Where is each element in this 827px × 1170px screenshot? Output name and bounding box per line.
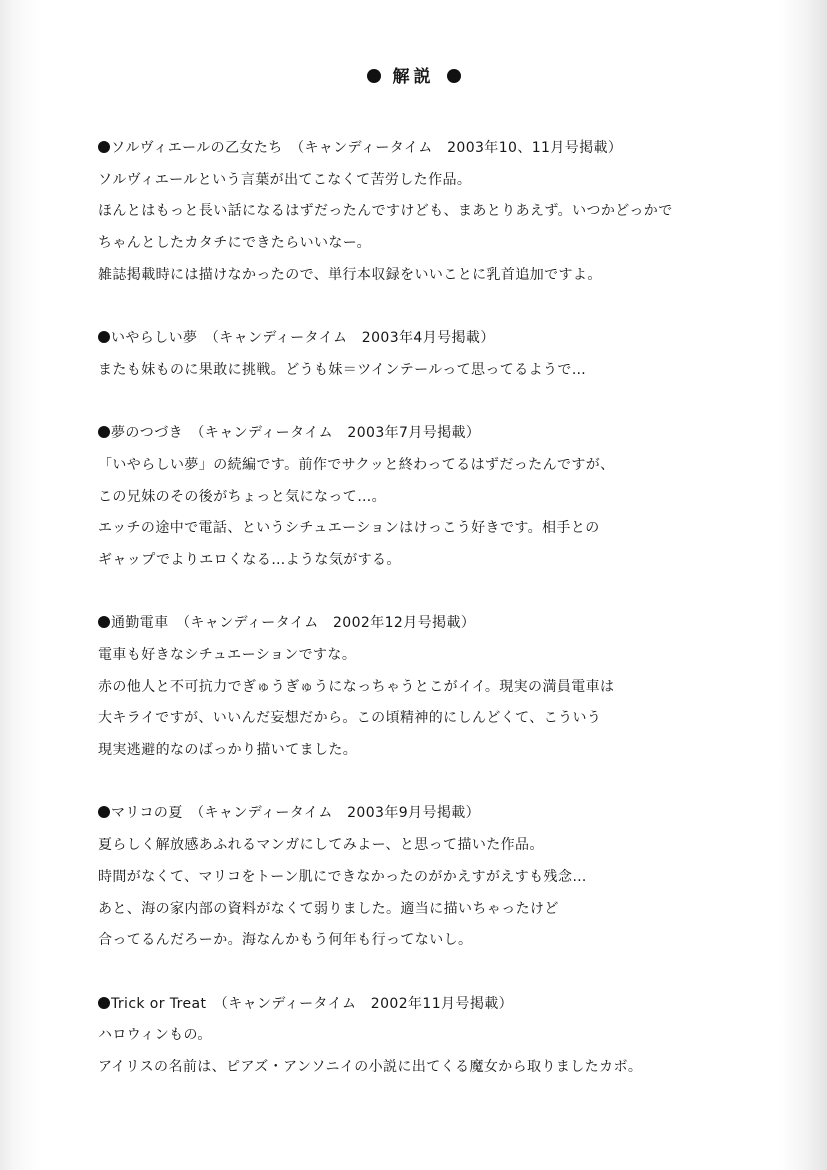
paragraph-line: 赤の他人と不可抗力でぎゅうぎゅうになっちゃうとこがイイ。現実の満員電車は	[98, 678, 615, 695]
section-spacer	[98, 291, 798, 323]
section-heading-text: 夢のつづき （キャンディータイム 2003年7月号掲載）	[111, 425, 481, 442]
section-heading	[98, 323, 798, 355]
section-heading	[98, 133, 798, 165]
paragraph-line: この兄妹のその後がちょっと気になって…。	[98, 488, 386, 505]
section-heading	[98, 798, 798, 830]
bullet-icon	[98, 616, 110, 628]
paragraph-line: 現実逃避的なのばっかり描いてました。	[98, 742, 358, 759]
title-bullet-right-icon	[447, 69, 461, 83]
paragraph-line: 電車も好きなシチュエーションですな。	[98, 647, 357, 663]
section-heading-text: 通勤電車 （キャンディータイム 2002年12月号掲載）	[111, 615, 476, 632]
section-spacer	[98, 957, 798, 989]
paragraph-line: 雑誌掲載時には描けなかったので、単行本収録をいいことに乳首追加ですよ。	[98, 266, 602, 283]
paragraph-line: エッチの途中で電話、というシチュエーションはけっこう好きです。相手との	[98, 520, 600, 537]
paragraph-line: あと、海の家内部の資料がなくて弱りました。適当に描いちゃったけど	[98, 900, 559, 917]
section-heading	[98, 418, 798, 450]
section-heading-text: ソルヴィエールの乙女たち （キャンディータイム 2003年10、11月号掲載）	[111, 140, 623, 156]
title-bullet-left-icon	[367, 69, 381, 83]
section-heading-text: マリコの夏 （キャンディータイム 2003年9月号掲載）	[111, 805, 481, 822]
paragraph-line: ほんとはもっと長い話になるはずだったんですけども、まあとりあえず。いつかどっかで	[98, 203, 673, 220]
paragraph-line: ハロウィンもの。	[98, 1027, 212, 1044]
section-spacer	[98, 577, 798, 609]
paragraph-line: アイリスの名前は、ピアズ・アンソニイの小説に出てくる魔女から取りましたカボ。	[98, 1058, 643, 1075]
section-heading	[98, 608, 798, 640]
commentary-section	[98, 798, 798, 956]
bullet-icon	[98, 806, 110, 818]
commentary-section	[98, 608, 798, 766]
bullet-icon	[98, 997, 110, 1009]
paragraph-line: ギャップでよりエロくなる…ような気がする。	[98, 551, 401, 568]
commentary-body	[98, 133, 798, 1084]
paragraph-line: 大キライですが、いいんだ妄想だから。この頃精神的にしんどくて、こういう	[98, 710, 602, 727]
bullet-icon	[98, 426, 110, 438]
paragraph-line: 合ってるんだろーか。海なんかもう何年も行ってないし。	[98, 932, 473, 949]
paragraph-line: 時間がなくて、マリコをトーン肌にできなかったのがかえすがえすも残念…	[98, 868, 587, 885]
paragraph-line: 「いやらしい夢」の続編です。前作でサクッと終わってるはずだったんですが、	[98, 456, 615, 473]
commentary-section	[98, 133, 798, 291]
paragraph-line: ソルヴィエールという言葉が出てこなくて苦労した作品。	[98, 171, 472, 188]
section-heading	[98, 989, 798, 1021]
paragraph-line: またも妹ものに果敢に挑戦。どうも妹＝ツインテールって思ってるようで…	[98, 361, 587, 378]
commentary-section	[98, 418, 798, 576]
bullet-icon	[98, 331, 110, 343]
page-title-block	[0, 62, 827, 92]
paragraph-line: ちゃんとしたカタチにできたらいいなー。	[98, 235, 372, 252]
section-spacer	[98, 767, 798, 799]
page-title: 解説	[392, 67, 435, 87]
section-heading-text: いやらしい夢 （キャンディータイム 2003年4月号掲載）	[111, 330, 495, 347]
bullet-icon	[98, 141, 110, 153]
section-heading-text: Trick or Treat （キャンディータイム 2002年11月号掲載）	[111, 995, 514, 1012]
section-spacer	[98, 387, 798, 419]
commentary-section	[98, 989, 798, 1084]
paragraph-line: 夏らしく解放感あふれるマンガにしてみよー、と思って描いた作品。	[98, 837, 544, 854]
commentary-section	[98, 323, 798, 386]
